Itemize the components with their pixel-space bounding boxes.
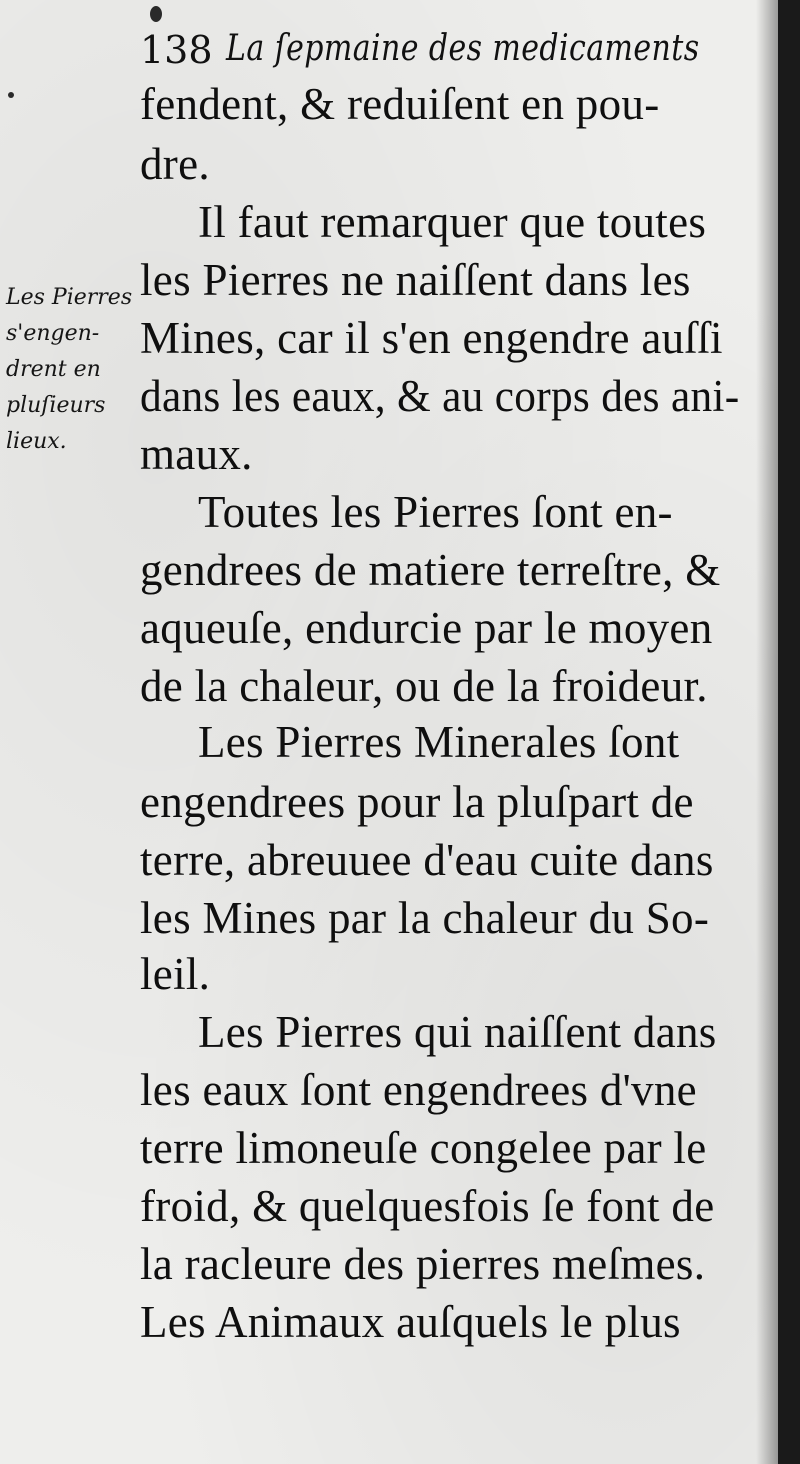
text-line: engendrees pour la pluſpart de	[140, 777, 694, 827]
page-header	[140, 18, 700, 78]
margin-note	[6, 280, 141, 460]
text-line: les Pierres ne naiſſent dans les	[140, 255, 691, 305]
text-line: Les Pierres Minerales ſont	[198, 717, 680, 767]
text-line: la racleure des pierres meſmes.	[140, 1239, 706, 1289]
margin-note-line: pluſieurs	[6, 393, 106, 418]
text-line: fendent, & reduiſent en pou-	[140, 79, 660, 129]
ink-spot	[8, 92, 14, 98]
text-line: maux.	[140, 429, 253, 479]
text-line: Les Pierres qui naiſſent dans	[198, 1007, 717, 1057]
text-line: terre, abreuuee d'eau cuite dans	[140, 835, 714, 885]
text-line: gendrees de matiere terreſtre, &	[140, 545, 721, 595]
text-line: les eaux ſont engendrees d'vne	[140, 1065, 697, 1115]
margin-note-line: Les Pierres	[6, 285, 133, 310]
text-line: froid, & quelquesfois ſe font de	[140, 1181, 715, 1231]
text-line: de la chaleur, ou de la froideur.	[140, 661, 708, 711]
text-line: terre limoneuſe congelee par le	[140, 1123, 707, 1173]
margin-note-line: s'engen-	[6, 321, 100, 346]
page-number: 138	[140, 28, 213, 72]
text-line: Toutes les Pierres ſont en-	[198, 487, 673, 537]
text-line: Il faut remarquer que toutes	[198, 197, 707, 247]
text-line: dre.	[140, 139, 210, 189]
text-line: Les Animaux auſquels le plus	[140, 1297, 681, 1347]
text-line: leil.	[140, 949, 211, 999]
margin-note-line: lieux.	[6, 429, 67, 454]
text-line: Mines, car il s'en engendre auſſi	[140, 313, 723, 363]
text-line: les Mines par la chaleur du So-	[140, 893, 710, 943]
margin-note-line: drent en	[6, 357, 101, 382]
text-line: aqueuſe, endurcie par le moyen	[140, 603, 713, 653]
page-edge-shadow	[756, 0, 778, 1464]
text-line: dans les eaux, & au corps des ani-	[140, 371, 740, 421]
running-title: La ſepmaine des medicaments	[226, 28, 700, 69]
